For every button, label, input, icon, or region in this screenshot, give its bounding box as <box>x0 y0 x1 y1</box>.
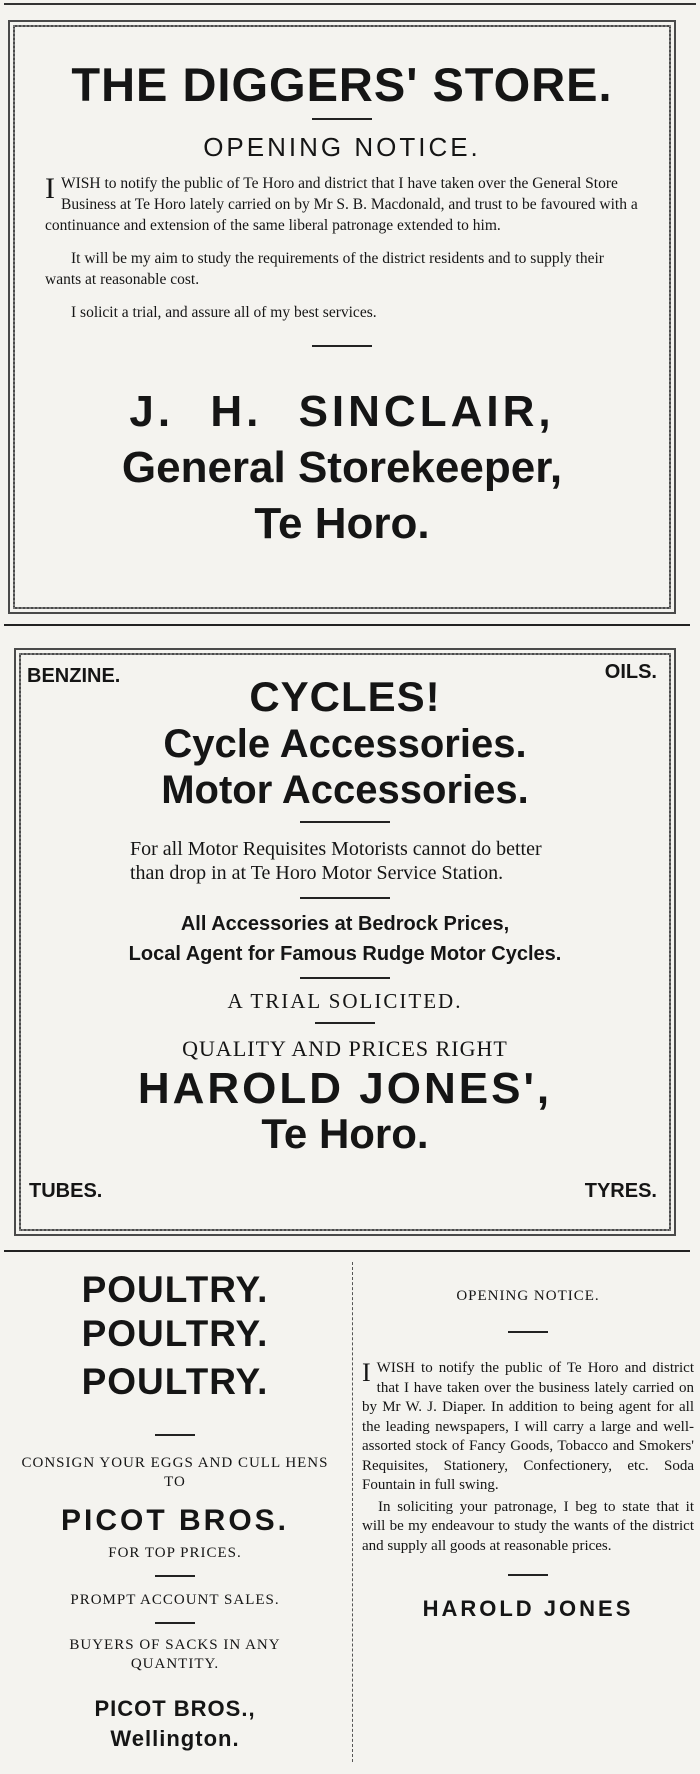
proprietor-name: HAROLD JONES', <box>137 1064 553 1113</box>
divider <box>315 1022 375 1024</box>
divider <box>155 1622 195 1624</box>
drop-cap: I <box>362 1358 371 1387</box>
consign-line: CONSIGN YOUR EGGS AND CULL HENS TO <box>21 1455 329 1490</box>
headline-line: Cycle Accessories. <box>163 722 527 766</box>
divider <box>300 977 390 979</box>
advert-subtitle: OPENING NOTICE. <box>203 132 481 162</box>
divider <box>508 1331 548 1333</box>
proprietor-name: J. H. SINCLAIR, <box>129 387 555 436</box>
paragraph-text: WISH to notify the public of Te Horo and district that I have taken over the business lately carried on by Mr W. J. Diaper. In addition to being agent for all the leading newspapers, I will carry a large and well-assorted stock of Fancy Goods, Tobacco and Smokers' Requisites, Stationery, Confectionery, etc. Soda Fountain in full swing. <box>362 1360 694 1493</box>
proprietor-place: Te Horo. <box>261 1110 429 1157</box>
paragraph: It will be my aim to study the requirements of the district residents and to supply their wants at reasonable cost. <box>45 250 604 288</box>
opening-notice-advert <box>362 1280 694 1760</box>
agent-line: Local Agent for Famous Rudge Motor Cycles. <box>128 943 562 965</box>
paragraph: In soliciting your patronage, I beg to state that it will be my endeavour to study the wants of the district and supply all goods at reasonable prices. <box>362 1498 694 1554</box>
corner-label: TUBES. <box>29 1180 103 1202</box>
top-prices-line: FOR TOP PRICES. <box>108 1545 242 1561</box>
paragraph: I solicit a trial, and assure all of my best services. <box>71 304 377 321</box>
headline: POULTRY. POULTRY. <box>81 1269 269 1354</box>
notice-heading: OPENING NOTICE. <box>456 1288 600 1304</box>
section-rule <box>4 1250 690 1252</box>
column-separator <box>352 1262 354 1762</box>
footer-city: Wellington. <box>110 1726 240 1751</box>
cycles-advert <box>14 648 676 1236</box>
footer-name: PICOT BROS., <box>94 1696 256 1721</box>
divider <box>312 118 372 120</box>
notice-body <box>362 1359 694 1556</box>
company-name: PICOT BROS. <box>60 1504 289 1537</box>
divider <box>312 345 372 347</box>
corner-label: TYRES. <box>584 1180 657 1202</box>
advert-title: THE DIGGERS' STORE. <box>71 58 613 111</box>
advert-paragraph: For all Motor Requisites Motorists cannot do better than drop in at Te Horo Motor Service Station. <box>130 838 542 884</box>
top-rule <box>4 3 696 5</box>
advert-body <box>45 173 643 323</box>
divider <box>300 897 390 899</box>
headline: POULTRY. <box>81 1361 269 1402</box>
divider <box>508 1574 548 1576</box>
proprietor-name: HAROLD JONES <box>422 1596 634 1621</box>
headline-line: Motor Accessories. <box>161 768 529 812</box>
divider <box>300 821 390 823</box>
prompt-line: PROMPT ACCOUNT SALES. <box>70 1592 280 1608</box>
paragraph <box>45 173 643 236</box>
proprietor-role: General Storekeeper, <box>121 443 563 492</box>
paragraph-text: WISH to notify the public of Te Horo and district that I have taken over the General Store Business at Te Horo lately carried on by Mr S. B. Macdonald, and trust to be favoured with a continuance and extension of the same liberal patronage extended to him. <box>45 175 638 234</box>
quality-line: QUALITY AND PRICES RIGHT <box>182 1036 508 1061</box>
paragraph <box>362 1359 694 1496</box>
bedrock-line: All Accessories at Bedrock Prices, <box>180 913 510 935</box>
proprietor-place: Te Horo. <box>254 499 430 548</box>
divider <box>155 1575 195 1577</box>
diggers-store-advert <box>8 20 676 614</box>
drop-cap: I <box>45 172 55 205</box>
section-rule <box>4 624 690 626</box>
corner-label: BENZINE. <box>27 665 121 687</box>
divider <box>155 1434 195 1436</box>
corner-label: OILS. <box>604 661 657 683</box>
buyers-line: BUYERS OF SACKS IN ANY QUANTITY. <box>69 1637 281 1672</box>
headline: CYCLES! <box>249 673 441 720</box>
poultry-advert <box>0 1260 350 1770</box>
trial-line: A TRIAL SOLICITED. <box>227 989 463 1013</box>
